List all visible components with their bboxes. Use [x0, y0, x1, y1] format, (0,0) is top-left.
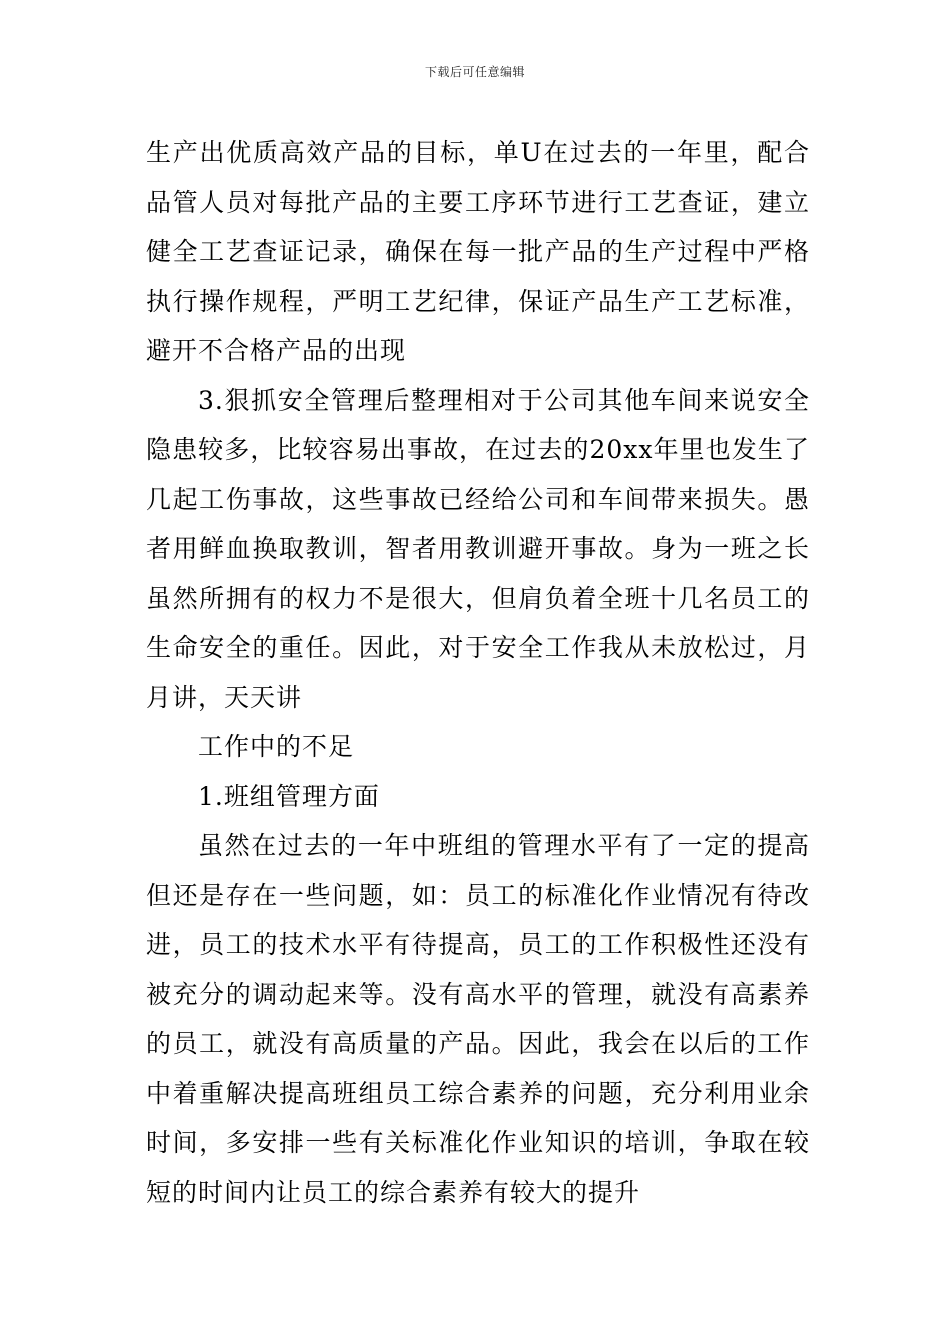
paragraph-1: 生产出优质高效产品的目标，单U在过去的一年里，配合品管人员对每批产品的主要工序环节进行工艺查证，建立健全工艺查证记录，确保在每一批产品的生产过程中严格执行操作规程，严明工艺纪律，保证产品生产工艺标准，避开不合格产品的出现 — [146, 138, 810, 365]
paragraph-3: 虽然在过去的一年中班组的管理水平有了一定的提高但还是存在一些问题，如：员工的标准化作业情况有待改进，员工的技术水平有待提高，员工的工作积极性还没有被充分的调动起来等。没有高水平的管理，就没有高素养的员工，就没有高质量的产品。因此，我会在以后的工作中着重解决提高班组员工综合素养的问题，充分利用业余时间，多安排一些有关标准化作业知识的培训，争取在较短的时间内让员工的综合素养有较大的提升 — [146, 831, 810, 1207]
section-heading: 工作中的不足 — [198, 732, 355, 761]
paragraph-2: 3.狠抓安全管理后整理相对于公司其他车间来说安全隐患较多，比较容易出事故，在过去的20xx年里也发生了几起工伤事故，这些事故已经给公司和车间带来损失。愚者用鲜血换取教训，智者用教训避开事故。身为一班之长虽然所拥有的权力不是很大，但肩负着全班十几名员工的生命安全的重任。因此，对于安全工作我从未放松过，月月讲，天天讲 — [146, 385, 810, 712]
page-header: 下载后可任意编辑 — [424, 65, 525, 79]
document-body — [146, 128, 810, 1217]
subsection-heading: 1.班组管理方面 — [198, 781, 380, 811]
